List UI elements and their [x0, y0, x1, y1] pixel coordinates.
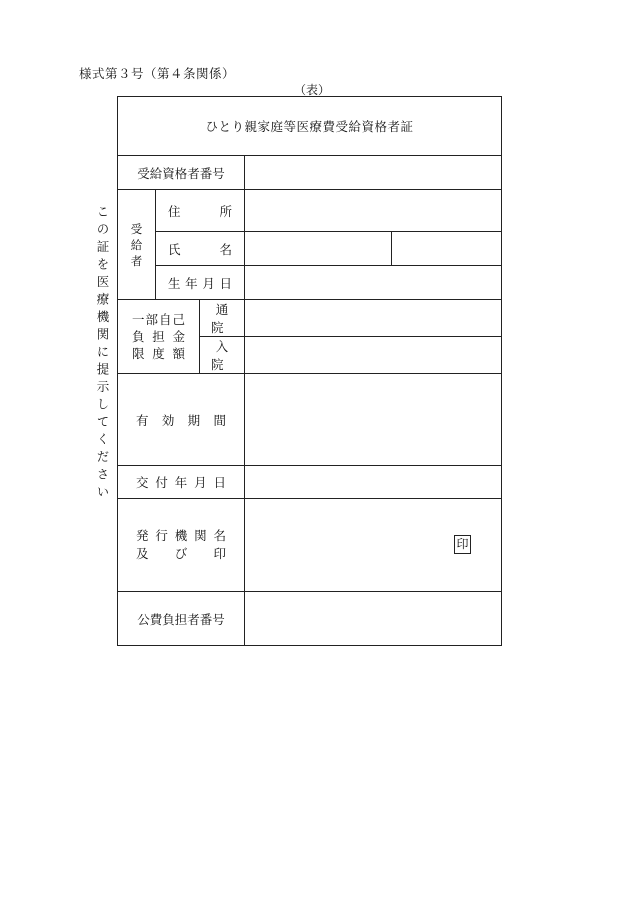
inpatient-label: 入院 — [200, 337, 245, 374]
address-value — [245, 190, 502, 232]
recipient-number-value — [245, 156, 502, 190]
inpatient-value — [245, 337, 502, 374]
validity-value — [245, 374, 502, 466]
issuer-value — [245, 499, 502, 592]
present-instruction: この証を医療機関に提示してください — [95, 205, 110, 503]
seal-mark: 印 — [454, 535, 471, 554]
issue-date-value — [245, 466, 502, 499]
issue-date-label: 交付年月日 — [118, 466, 245, 499]
certificate-title: ひとり親家庭等医療費受給資格者証 — [118, 97, 502, 156]
copay-limit-label: 一部自己 負担金 限度額 — [118, 300, 200, 374]
issuer-label: 発行機関名 及び印 — [118, 499, 245, 592]
name-value — [245, 232, 392, 266]
outpatient-label: 通院 — [200, 300, 245, 337]
address-label: 住所 — [156, 190, 245, 232]
name-label: 氏名 — [156, 232, 245, 266]
certificate-table — [117, 96, 502, 646]
form-number: 様式第３号（第４条関係） — [79, 66, 236, 81]
recipient-group-label: 受 給 者 — [118, 190, 156, 300]
birthdate-value — [245, 266, 502, 300]
outpatient-value — [245, 300, 502, 337]
payer-number-label: 公費負担者番号 — [118, 592, 245, 646]
page-side-label: （表） — [294, 83, 331, 97]
validity-label: 有効期間 — [118, 374, 245, 466]
name-extra-value — [392, 232, 502, 266]
birthdate-label: 生年月日 — [156, 266, 245, 300]
payer-number-value — [245, 592, 502, 646]
recipient-number-label: 受給資格者番号 — [118, 156, 245, 190]
